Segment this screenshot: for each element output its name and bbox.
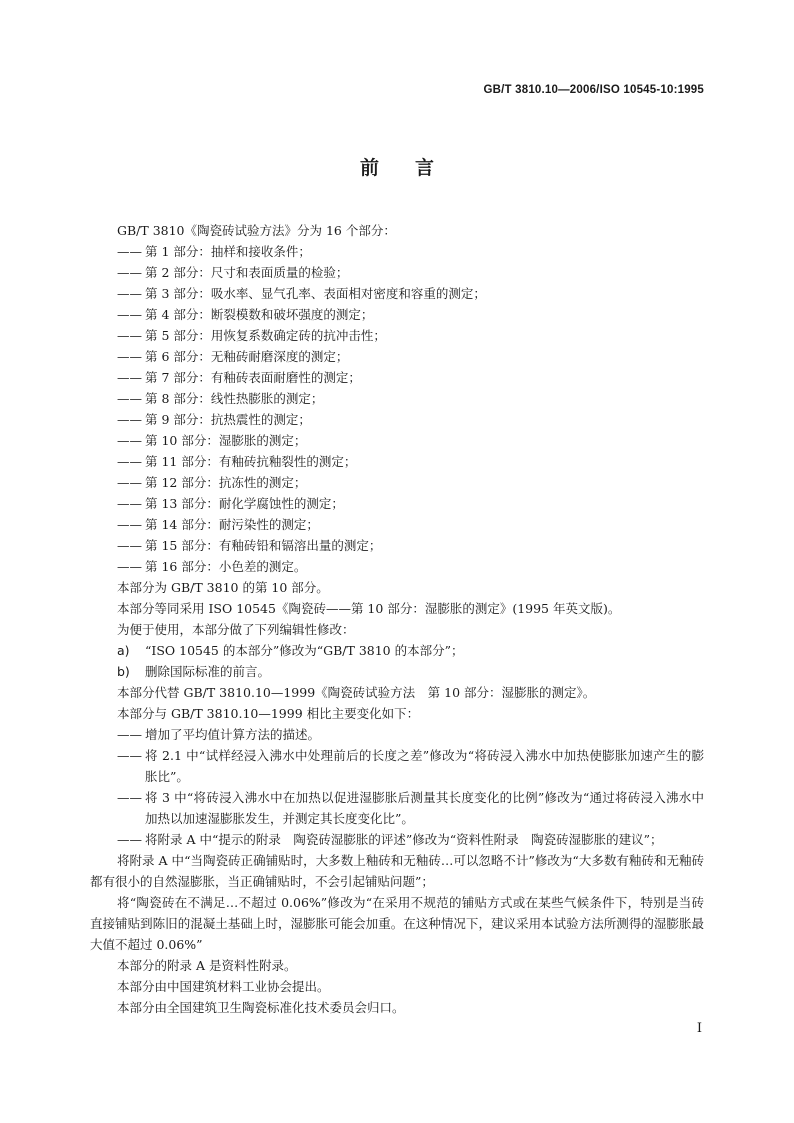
part-item (90, 304, 704, 325)
part-item (90, 514, 704, 535)
dash-marker: —— (117, 496, 142, 511)
part-text: 第 6 部分：无釉砖耐磨深度的测定； (145, 349, 349, 364)
part-text: 第 10 部分：湿膨胀的测定； (145, 433, 307, 448)
dash-marker: —— (117, 391, 142, 406)
dash-marker: —— (117, 538, 142, 553)
this-part-statement: 本部分为 GB/T 3810 的第 10 部分。 (117, 580, 329, 595)
part-item (90, 472, 704, 493)
part-item (90, 325, 704, 346)
annex-paragraph-2: 将“陶瓷砖在不满足…不超过 0.06%”修改为“在采用不规范的铺贴方式或在某些气候条件下，特别是当砖直接铺贴到陈旧的混凝土基础上时，湿膨胀可能会加重。在这种情况下，建议采用本试验方法所测得的湿膨胀最大值不超过 0.06%” (90, 895, 704, 952)
part-text: 第 2 部分：尺寸和表面质量的检验； (145, 265, 349, 280)
change-item (90, 745, 704, 787)
part-text: 第 3 部分：吸水率、显气孔率、表面相对密度和容重的测定； (145, 286, 486, 301)
part-item (90, 241, 704, 262)
change-item (90, 829, 704, 850)
closing-line-proposer: 本部分由中国建筑材料工业协会提出。 (117, 979, 330, 994)
part-item (90, 409, 704, 430)
part-text: 第 14 部分：耐污染性的测定； (145, 517, 319, 532)
edit-item-b (90, 661, 704, 682)
dash-marker: —— (117, 559, 142, 574)
change-text: 增加了平均值计算方法的描述。 (145, 727, 321, 742)
part-text: 第 8 部分：线性热膨胀的测定； (145, 391, 324, 406)
part-item (90, 451, 704, 472)
dash-marker: —— (117, 349, 142, 364)
change-text: 将 2.1 中“试样经浸入沸水中处理前后的长度之差”修改为“将砖浸入沸水中加热使膨胀加速产生的膨胀比”。 (145, 748, 704, 784)
closing-line-annex: 本部分的附录 A 是资料性附录。 (117, 958, 297, 973)
part-text: 第 15 部分：有釉砖铅和镉溶出量的测定； (145, 538, 382, 553)
dash-marker: —— (117, 517, 142, 532)
edit-text: “ISO 10545 的本部分”修改为“GB/T 3810 的本部分”； (145, 643, 464, 658)
edit-text: 删除国际标准的前言。 (145, 664, 271, 679)
document-body (90, 220, 704, 1018)
changes-list (90, 724, 704, 850)
part-item (90, 556, 704, 577)
page-number: I (696, 1021, 702, 1036)
part-text: 第 5 部分：用恢复系数确定砖的抗冲击性； (145, 328, 386, 343)
standard-code: GB/T 3810.10—2006/ISO 10545-10:1995 (483, 84, 704, 96)
adopts-statement: 本部分等同采用 ISO 10545《陶瓷砖——第 10 部分：湿膨胀的测定》(1995 年英文版)。 (117, 601, 621, 616)
part-text: 第 4 部分：断裂模数和破坏强度的测定； (145, 307, 374, 322)
list-marker: a) (117, 643, 130, 658)
dash-marker: —— (117, 790, 142, 805)
dash-marker: —— (117, 286, 142, 301)
part-item (90, 388, 704, 409)
part-item (90, 430, 704, 451)
dash-marker: —— (117, 832, 142, 847)
part-text: 第 13 部分：耐化学腐蚀性的测定； (145, 496, 344, 511)
changes-intro: 本部分与 GB/T 3810.10—1999 相比主要变化如下： (117, 706, 420, 721)
intro-line: GB/T 3810《陶瓷砖试验方法》分为 16 个部分： (117, 223, 396, 238)
replaces-statement: 本部分代替 GB/T 3810.10—1999《陶瓷砖试验方法 第 10 部分：湿膨胀的测定》。 (117, 685, 596, 700)
change-item (90, 787, 704, 829)
dash-marker: —— (117, 307, 142, 322)
change-text: 将附录 A 中“提示的附录 陶瓷砖湿膨胀的评述”修改为“资料性附录 陶瓷砖湿膨胀的建议”； (145, 832, 663, 847)
part-text: 第 11 部分：有釉砖抗釉裂性的测定； (145, 454, 357, 469)
part-item (90, 283, 704, 304)
page-title: 前言 (359, 157, 470, 179)
dash-marker: —— (117, 244, 142, 259)
part-text: 第 16 部分：小色差的测定。 (145, 559, 307, 574)
part-item (90, 262, 704, 283)
part-text: 第 1 部分：抽样和接收条件； (145, 244, 311, 259)
dash-marker: —— (117, 727, 142, 742)
dash-marker: —— (117, 433, 142, 448)
dash-marker: —— (117, 748, 142, 763)
annex-paragraph-1: 将附录 A 中“当陶瓷砖正确铺贴时，大多数上釉砖和无釉砖…可以忽略不计”修改为“大多数有釉砖和无釉砖都有很小的自然湿膨胀，当正确铺贴时，不会引起铺贴问题”； (90, 853, 704, 889)
dash-marker: —— (117, 265, 142, 280)
part-item (90, 493, 704, 514)
parts-list (90, 241, 704, 577)
closing-line-committee: 本部分由全国建筑卫生陶瓷标准化技术委员会归口。 (117, 1000, 405, 1015)
part-item (90, 535, 704, 556)
change-item (90, 724, 704, 745)
part-text: 第 7 部分：有釉砖表面耐磨性的测定； (145, 370, 361, 385)
change-text: 将 3 中“将砖浸入沸水中在加热以促进湿膨胀后测量其长度变化的比例”修改为“通过将砖浸入沸水中加热以加速湿膨胀发生，并测定其长度变化比”。 (145, 790, 704, 826)
dash-marker: —— (117, 328, 142, 343)
edits-intro: 为便于使用，本部分做了下列编辑性修改： (117, 622, 355, 637)
list-marker: b) (117, 664, 130, 679)
dash-marker: —— (117, 370, 142, 385)
dash-marker: —— (117, 454, 142, 469)
part-item (90, 346, 704, 367)
dash-marker: —— (117, 475, 142, 490)
dash-marker: —— (117, 412, 142, 427)
part-item (90, 367, 704, 388)
edit-item-a (90, 640, 704, 661)
part-text: 第 12 部分：抗冻性的测定； (145, 475, 307, 490)
part-text: 第 9 部分：抗热震性的测定； (145, 412, 311, 427)
